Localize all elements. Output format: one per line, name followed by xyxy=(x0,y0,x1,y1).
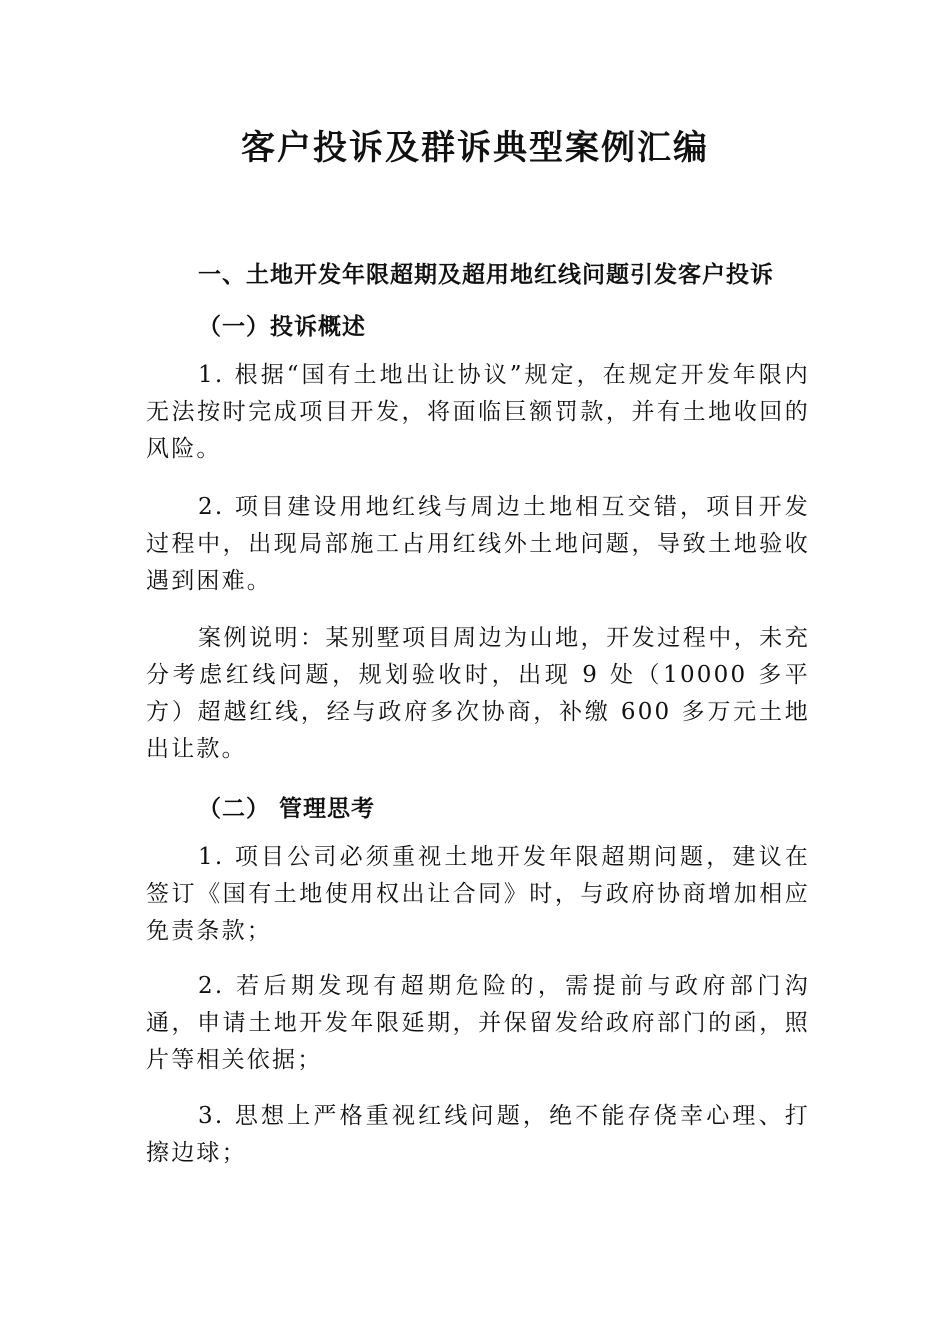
document-title: 客户投诉及群诉典型案例汇编 xyxy=(241,128,709,168)
overview-item: 1. 根据“国有土地出让协议”规定，在规定开发年限内无法按时完成项目开发，将面临巨额罚款，并有土地收回的风险。 xyxy=(146,362,810,462)
section-heading: 一、土地开发年限超期及超用地红线问题引发客户投诉 xyxy=(198,262,774,288)
management-item: 1. 项目公司必须重视土地开发年限超期问题，建议在签订《国有土地使用权出让合同》时，与政府协商增加相应免责条款； xyxy=(146,843,810,944)
management-item: 3. 思想上严格重视红线问题，绝不能存侥幸心理、打擦边球； xyxy=(146,1102,810,1166)
case-note: 案例说明：某别墅项目周边为山地，开发过程中，未充分考虑红线问题，规划验收时，出现 9 处（10000 多平方）超越红线，经与政府多次协商，补缴 600 多万元土地出让款。 xyxy=(146,625,810,762)
overview-item: 2. 项目建设用地红线与周边土地相互交错，项目开发过程中，出现局部施工占用红线外土地问题，导致土地验收遇到困难。 xyxy=(146,493,810,594)
document-body xyxy=(146,255,810,1190)
subsection-heading-management: （二） 管理思考 xyxy=(198,795,376,822)
management-item: 2. 若后期发现有超期危险的，需提前与政府部门沟通，申请土地开发年限延期，并保留发给政府部门的函，照片等相关依据； xyxy=(146,973,810,1073)
subsection-heading-overview: （一）投诉概述 xyxy=(198,314,366,340)
